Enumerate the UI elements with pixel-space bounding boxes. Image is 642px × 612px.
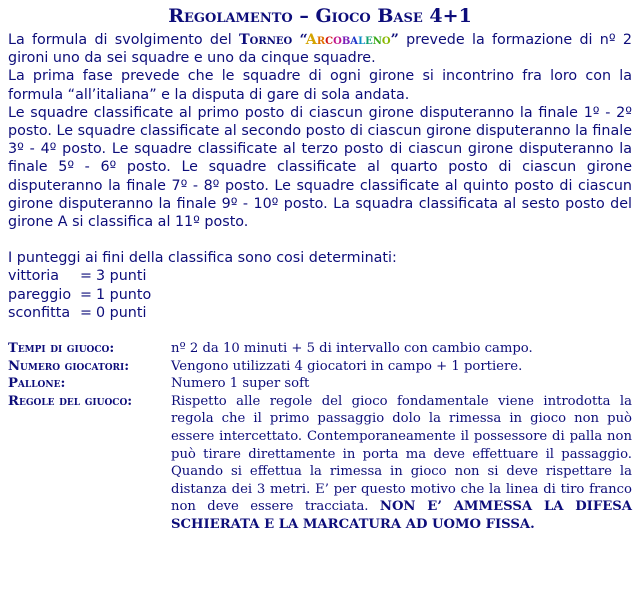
rainbow-letter: b xyxy=(341,32,351,48)
rule-emphasis: NON E’ AMMESSA LA DIFESA SCHIERATA E LA MARCATURA AD UOMO FISSA. xyxy=(171,499,632,532)
rule-key: Pallone: xyxy=(8,376,66,392)
spacer xyxy=(8,231,632,249)
rule-value: nº 2 da 10 minuti + 5 di intervallo con cambio campo. xyxy=(171,341,533,357)
arcobaleno-rainbow-word xyxy=(306,32,391,48)
rainbow-letter: r xyxy=(316,32,326,48)
rule-key: Tempi di giuoco: xyxy=(8,341,115,357)
rainbow-letter: c xyxy=(325,32,334,48)
rainbow-letter: l xyxy=(358,32,366,48)
open-quote: “ xyxy=(299,32,306,48)
points-value: 0 punti xyxy=(96,304,147,321)
rainbow-letter: o xyxy=(381,32,391,48)
rule-value: Numero 1 super soft xyxy=(171,376,310,392)
rainbow-letter: a xyxy=(350,32,359,48)
points-equals: = xyxy=(80,286,92,303)
rule-text: Rispetto alle regole del gioco fondamentale viene introdotta la regola che il primo passaggio dolo la rimessa in gioco non può essere intercettato. Contemporaneamente il possessore di palla non può tirare direttamente in porta ma deve effettuare il passaggio. Quando si effettua la rimessa in gioco non si deve rispettare la distanza dei 3 metri. E’ per questo motivo che la linea di tiro franco non deve essere tracciata. xyxy=(171,393,632,515)
rainbow-letter: A xyxy=(305,32,317,48)
intro-paragraph-2: La prima fase prevede che le squadre di ogni girone si incontrino fra loro con la formula “all’italiana” e la disputa di gare di sola andata. xyxy=(8,68,632,103)
torneo-word: Torneo xyxy=(239,32,293,48)
rainbow-letter: n xyxy=(372,32,382,48)
rule-value: Vengono utilizzati 4 giocatori in campo + 1 portiere. xyxy=(171,358,523,374)
rules-section xyxy=(8,340,632,534)
points-row-draw xyxy=(8,286,632,304)
rule-key: Regole del giuoco: xyxy=(8,393,133,409)
points-row-win xyxy=(8,267,632,285)
intro-paragraph-3: Le squadre classificate al primo posto di ciascun girone disputeranno la finale 1º - 2º posto. Le squadre classificate al secondo posto di ciascun girone disputeranno la finale 3º - 4º posto. Le squadre classificate al terzo posto di ciascun girone disputeranno la finale 5º - 6º posto. Le squadre classificate al quarto posto di ciascun girone disputeranno la finale 7º - 8º posto. Le squadre classificate al quinto posto di ciascun girone disputeranno la finale 9º - 10º posto. La squadra classificata al sesto posto del girone A si classifica al 11º posto. xyxy=(8,104,632,231)
points-equals: = xyxy=(80,304,92,321)
points-section xyxy=(8,249,632,322)
rule-row-pallone xyxy=(8,375,632,393)
points-value: 1 punto xyxy=(96,286,152,303)
rule-row-regole xyxy=(8,393,632,534)
rule-value xyxy=(171,393,632,534)
points-label: vittoria xyxy=(8,268,60,285)
points-intro: I punteggi ai fini della classifica sono cosi determinati: xyxy=(8,250,397,267)
rule-row-tempi xyxy=(8,340,632,358)
page-title: Regolamento – Gioco Base 4+1 xyxy=(168,5,472,27)
close-quote: ” xyxy=(390,32,399,48)
points-label: pareggio xyxy=(8,286,72,303)
rainbow-letter: e xyxy=(365,32,373,48)
points-equals: = xyxy=(80,268,92,285)
points-row-loss xyxy=(8,304,632,322)
regulation-document xyxy=(8,0,632,534)
intro-paragraph-1 xyxy=(8,31,632,67)
rule-row-giocatori xyxy=(8,358,632,376)
rule-key: Numero giocatori: xyxy=(8,358,130,374)
intro-text-b: prevede la formazione di nº 2 gironi uno da sei squadre e uno da cinque squadre. xyxy=(8,32,633,67)
rainbow-letter: o xyxy=(333,32,342,48)
points-value: 3 punti xyxy=(96,268,147,285)
points-label: sconfitta xyxy=(8,304,71,321)
intro-text-a: La formula di svolgimento del xyxy=(8,32,240,48)
